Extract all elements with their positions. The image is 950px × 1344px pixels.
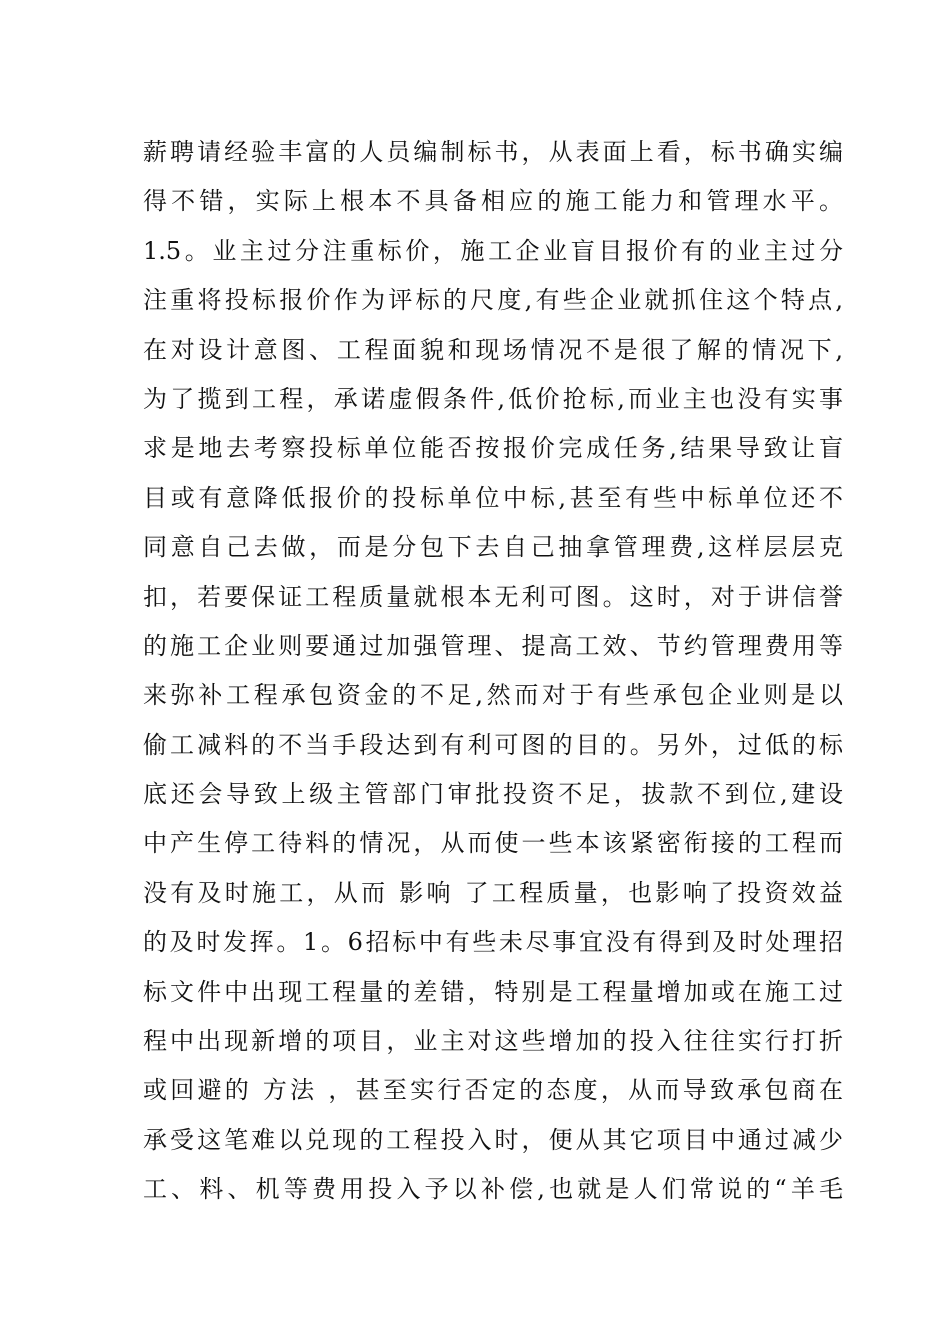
text-line: 偷工减料的不当手段达到有利可图的目的。另外，过低的标 [143,730,843,759]
body-text [143,128,843,1215]
text-line: 来弥补工程承包资金的不足,然而对于有些承包企业则是以 [143,681,843,710]
text-line: 求是地去考察投标单位能否按报价完成任务,结果导致让盲 [143,434,843,463]
text-line: 得不错，实际上根本不具备相应的施工能力和管理水平。 [143,187,843,216]
text-line: 没有及时施工，从而 影响 了工程质量，也影响了投资效益 [143,878,843,907]
text-line: 底还会导致上级主管部门审批投资不足，拔款不到位,建设 [143,780,843,809]
text-line: 扣，若要保证工程质量就根本无利可图。这时，对于讲信誉 [143,582,843,611]
text-line: 工、料、机等费用投入予以补偿,也就是人们常说的“羊毛 [143,1175,843,1204]
text-line: 的及时发挥。1。6招标中有些未尽事宜没有得到及时处理招 [143,928,843,957]
text-line: 1.5。业主过分注重标价，施工企业盲目报价有的业主过分 [143,236,843,265]
text-line: 为了揽到工程，承诺虚假条件,低价抢标,而业主也没有实事 [143,384,843,413]
text-line: 薪聘请经验丰富的人员编制标书，从表面上看，标书确实编 [143,138,843,166]
text-line: 的施工企业则要通过加强管理、提高工效、节约管理费用等 [143,631,843,660]
text-line: 注重将投标报价作为评标的尺度,有些企业就抓住这个特点, [143,286,843,315]
text-line: 程中出现新增的项目，业主对这些增加的投入往往实行打折 [143,1027,843,1056]
text-line: 中产生停工待料的情况，从而使一些本该紧密衔接的工程而 [143,829,843,858]
text-line: 在对设计意图、工程面貌和现场情况不是很了解的情况下, [143,335,843,364]
text-line: 承受这笔难以兑现的工程投入时，便从其它项目中通过减少 [143,1125,843,1154]
text-line: 标文件中出现工程量的差错，特别是工程量增加或在施工过 [143,977,843,1006]
text-line: 同意自己去做，而是分包下去自己抽拿管理费,这样层层克 [143,533,843,562]
text-line: 目或有意降低报价的投标单位中标,甚至有些中标单位还不 [143,483,843,512]
text-line: 或回避的 方法 ，甚至实行否定的态度，从而导致承包商在 [143,1076,843,1105]
